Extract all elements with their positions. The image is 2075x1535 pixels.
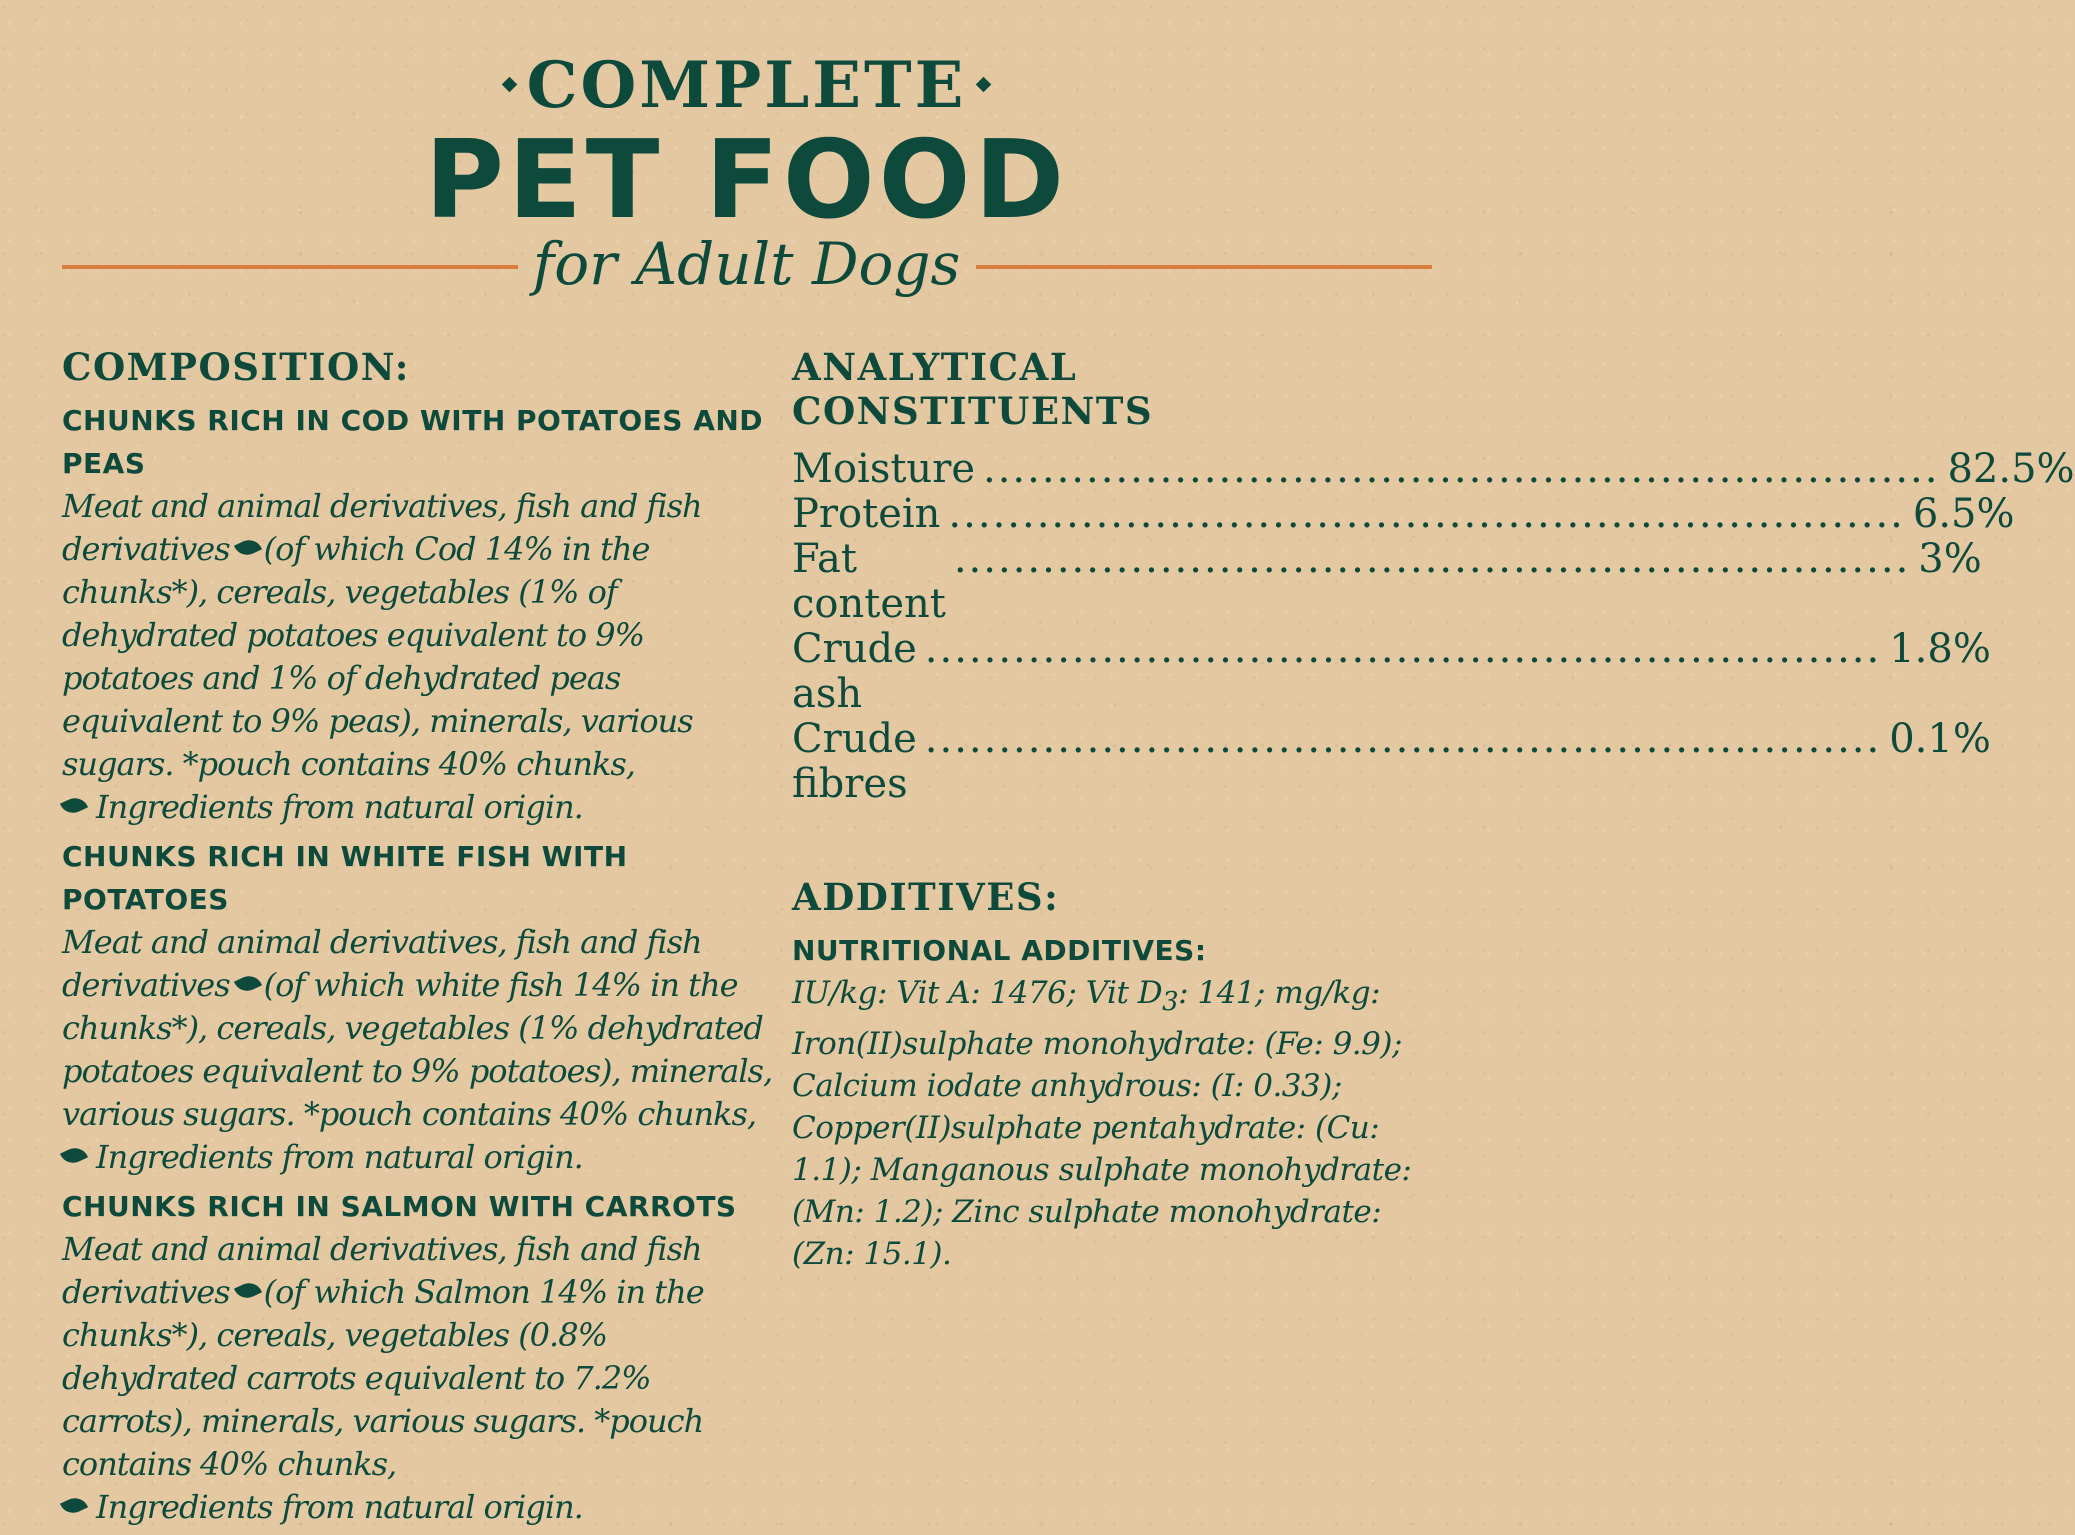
dot-leader: .................................................................: [924, 626, 1882, 672]
constituent-row: [792, 446, 2075, 492]
right-column: [792, 345, 2075, 1275]
additives-section: [792, 875, 1442, 1275]
divider-right: [976, 265, 1432, 269]
constituent-label: Moisture: [792, 446, 975, 492]
constituent-row: [792, 626, 1991, 717]
subtitle: for Adult Dogs: [532, 230, 961, 298]
constituent-value: 3%: [1918, 536, 1982, 582]
constituent-row: [792, 716, 1991, 807]
composition-item-title: CHUNKS RICH IN SALMON WITH CARROTS: [62, 1190, 737, 1223]
constituent-value: 6.5%: [1912, 491, 2015, 537]
diamond-icon: [501, 77, 517, 93]
composition-item: [62, 1185, 782, 1529]
composition-item-title: CHUNKS RICH IN COD WITH POTATOES AND PEAS: [62, 404, 764, 480]
leaf-icon: [60, 794, 88, 818]
title-top-text: COMPLETE: [526, 48, 967, 123]
constituent-label: Fat content: [792, 536, 946, 627]
composition-item-title: CHUNKS RICH IN WHITE FISH WITH POTATOES: [62, 840, 628, 916]
leaf-icon: [234, 1279, 262, 1303]
additives-text-part: : 141; mg/kg: Iron(II)sulphate monohydrate: (Fe: 9.9); Calcium iodate anhydrous: (I: 0.33); Copper(II)sulphate pentahydrate: (Cu: 1.1); Manganous sulphate monohydrate: (Mn: 1.2); Zinc sulphate monohydrate: (Zn: 15.1).: [792, 975, 1412, 1273]
leaf-icon: [60, 1144, 88, 1168]
dot-leader: .................................................................: [953, 536, 1911, 582]
nutritional-additives-heading: NUTRITIONAL ADDITIVES:: [792, 934, 1207, 967]
composition-section: [62, 345, 782, 1535]
analytical-heading-line: CONSTITUENTS: [792, 389, 1154, 433]
leaf-icon: [234, 536, 262, 560]
composition-text-part: Meat and animal derivatives, fish and fish derivatives: [62, 1230, 702, 1311]
natural-origin-note: Ingredients from natural origin.: [96, 788, 583, 826]
composition-item: [62, 399, 782, 829]
constituent-label: Crude fibres: [792, 716, 917, 807]
constituent-value: 82.5%: [1947, 446, 2075, 492]
additives-text-part: IU/kg: Vit A: 1476; Vit D: [792, 975, 1163, 1011]
additives-heading: ADDITIVES:: [792, 875, 1060, 919]
composition-item-text: [62, 1228, 782, 1529]
dot-leader: .................................................................: [948, 491, 1905, 537]
additives-text: [792, 972, 1442, 1275]
constituent-value: 0.1%: [1889, 716, 1991, 762]
composition-item-text: [62, 921, 782, 1179]
dot-leader: .................................................................: [924, 716, 1882, 762]
title-top: [0, 48, 1493, 123]
leaf-icon: [234, 972, 262, 996]
constituent-value: 1.8%: [1889, 626, 1991, 672]
constituent-row: [792, 536, 1982, 627]
constituent-row: [792, 491, 2015, 537]
natural-origin-note: Ingredients from natural origin.: [96, 1138, 583, 1176]
diamond-icon: [976, 77, 992, 93]
composition-heading: COMPOSITION:: [62, 345, 410, 389]
analytical-list: [792, 446, 2075, 807]
leaf-icon: [60, 1494, 88, 1518]
composition-item: [62, 835, 782, 1179]
analytical-heading: [792, 345, 1442, 433]
composition-item-text: [62, 485, 782, 829]
analytical-heading-line: ANALYTICAL: [792, 345, 1078, 389]
composition-text-part: Meat and animal derivatives, fish and fish derivatives: [62, 487, 702, 568]
dot-leader: .................................................................: [983, 446, 1940, 492]
page-title: PET FOOD: [424, 118, 1069, 243]
constituent-label: Protein: [792, 491, 941, 537]
natural-origin-note: Ingredients from natural origin.: [96, 1488, 583, 1526]
composition-text-part: (of which Cod 14% in the chunks*), cereals, vegetables (1% of dehydrated potatoes equivalent to 9% potatoes and 1% of dehydrated peas equivalent to 9% peas), minerals, various sugars. *pouch contains 40% chunks,: [62, 530, 693, 783]
composition-text-part: (of which white fish 14% in the chunks*), cereals, vegetables (1% dehydrated potatoes equivalent to 9% potatoes), minerals, various sugars. *pouch contains 40% chunks,: [62, 966, 773, 1133]
composition-text-part: (of which Salmon 14% in the chunks*), cereals, vegetables (0.8% dehydrated carrots equivalent to 7.2% carrots), minerals, various sugars. *pouch contains 40% chunks,: [62, 1273, 704, 1483]
vitamin-subscript: 3: [1162, 987, 1179, 1018]
header: [0, 0, 1493, 320]
constituent-label: Crude ash: [792, 626, 917, 717]
composition-text-part: Meat and animal derivatives, fish and fish derivatives: [62, 923, 702, 1004]
